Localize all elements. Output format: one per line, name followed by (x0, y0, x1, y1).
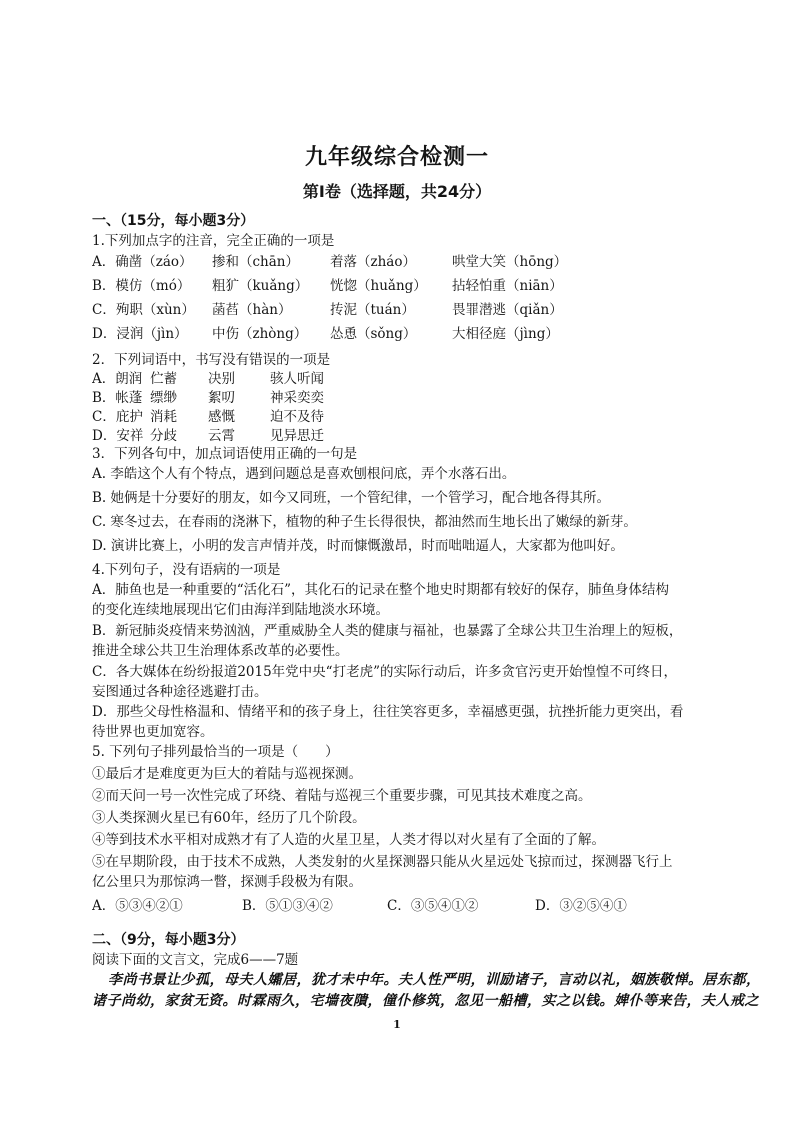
q5-sentence: ④等到技术水平相对成熟才有了人造的火星卫星，人类才得以对火星有了全面的了解。 (92, 832, 605, 848)
q4-line: A．肺鱼也是一种重要的“活化石”，其化石的记录在整个地史时期都有较好的保存，肺鱼身体结构 (92, 582, 670, 598)
q1-option-a: A．确凿（záo） 掺和（chān） 着落（zháo） 哄堂大笑（hōng） (92, 254, 568, 270)
q1-stem: 1.下列加点字的注音，完全正确的一项是 (92, 233, 335, 249)
q2-option-d: D．安祥 分歧 云霄 见异思迁 (92, 428, 324, 444)
q4-line: 推进全球公共卫生治理体系改革的必要性。 (92, 643, 349, 659)
section2-heading: 二、（9分，每小题3分） (92, 932, 245, 948)
q4-line: B．新冠肺炎疫情来势汹汹，严重威胁全人类的健康与福祉，也暴露了全球公共卫生治理上的短板， (92, 623, 683, 639)
q2-stem: 2．下列词语中，书写没有错误的一项是 (92, 352, 331, 368)
q5-sentence: ③人类探测火星已有60年，经历了几个阶段。 (92, 810, 366, 826)
q5-sentence: ②而天问一号一次性完成了环绕、着陆与巡视三个重要步骤，可见其技术难度之高。 (92, 788, 592, 804)
q3-option-d: D. 演讲比赛上，小明的发言声情并茂，时而慷慨激昂，时而咄咄逼人，大家都为他叫好。 (92, 538, 624, 554)
q2-option-c: C．庇护 消耗 感慨 迫不及待 (92, 409, 324, 425)
page-number: 1 (393, 1018, 401, 1031)
q4-line: D．那些父母性格温和、情绪平和的孩子身上，往往笑容更多，幸福感更强，抗挫折能力更突出，看 (92, 704, 684, 720)
q2-option-a: A．朗润 伫蓄 决别 骇人听闻 (92, 371, 324, 387)
classical-text-line: 诸子尚幼，家贫无资。时霖雨久，宅墙夜隤，僮仆修筑，忽见一船槽，实之以钱。婢仆等来告，夫人戒之 (92, 993, 759, 1009)
section1-heading: 一、（15分，每小题3分） (92, 213, 255, 229)
exam-subtitle: 第Ⅰ卷（选择题，共24分） (302, 182, 492, 201)
q4-line: 待世界也更加宽容。 (92, 724, 214, 740)
q5-options: A．⑤③④②① B．⑤①③④② C．③⑤④①② D．③②⑤④① (92, 898, 627, 914)
q5-sentence: 亿公里只为那惊鸿一瞥，探测手段极为有限。 (92, 874, 362, 890)
q3-option-c: C. 寒冬过去，在春雨的浇淋下，植物的种子生长得很快，都油然而生地长出了嫩绿的新芽。 (92, 514, 637, 530)
q5-stem: 5. 下列句子排列最恰当的一项是（ ） (92, 744, 339, 760)
exam-title: 九年级综合检测一 (304, 145, 489, 170)
q4-line: C．各大媒体在纷纷报道2015年党中央“打老虎”的实际行动后，许多贪官污吏开始惶惶不可终日， (92, 664, 677, 680)
q4-line: 的变化连续地展现出它们由海洋到陆地淡水环境。 (92, 602, 389, 618)
q5-sentence: ①最后才是难度更为巨大的着陆与巡视探测。 (92, 766, 362, 782)
q1-option-c: C．殉职（xùn） 菡萏（hàn） 抟泥（tuán） 畏罪潜逃（qiǎn） (92, 302, 563, 318)
q3-stem: 3．下列各句中，加点词语使用正确的一句是 (92, 446, 358, 462)
q5-sentence: ⑤在早期阶段，由于技术不成熟，人类发射的火星探测器只能从火星远处飞掠而过，探测器飞行上 (92, 854, 673, 870)
q4-line: 妄图通过各种途径逃避打击。 (92, 684, 268, 700)
q3-option-a: A. 李皓这个人有个特点，遇到问题总是喜欢刨根问底，弄个水落石出。 (92, 466, 516, 482)
q4-stem: 4.下列句子，没有语病的一项是 (92, 562, 281, 578)
classical-text-line: 李尚书景让少孤，母夫人孀居，犹才未中年。夫人性严明，训励诸子，言动以礼，姻族敬惮。居东都， (108, 972, 761, 988)
q2-option-b: B．帐蓬 缥缈 絮叨 神采奕奕 (92, 390, 324, 406)
reading-stem: 阅读下面的文言文，完成6——7题 (92, 952, 299, 968)
q1-option-b: B．模仿（mó） 粗犷（kuǎng） 恍惚（huǎng） 拈轻怕重（niān） (92, 278, 563, 294)
q1-option-d: D．浸润（jìn） 中伤（zhòng） 怂恿（sǒng） 大相径庭（jìng） (92, 326, 559, 342)
q3-option-b: B. 她俩是十分要好的朋友，如今又同班，一个管纪律，一个管学习，配合地各得其所。 (92, 490, 611, 506)
